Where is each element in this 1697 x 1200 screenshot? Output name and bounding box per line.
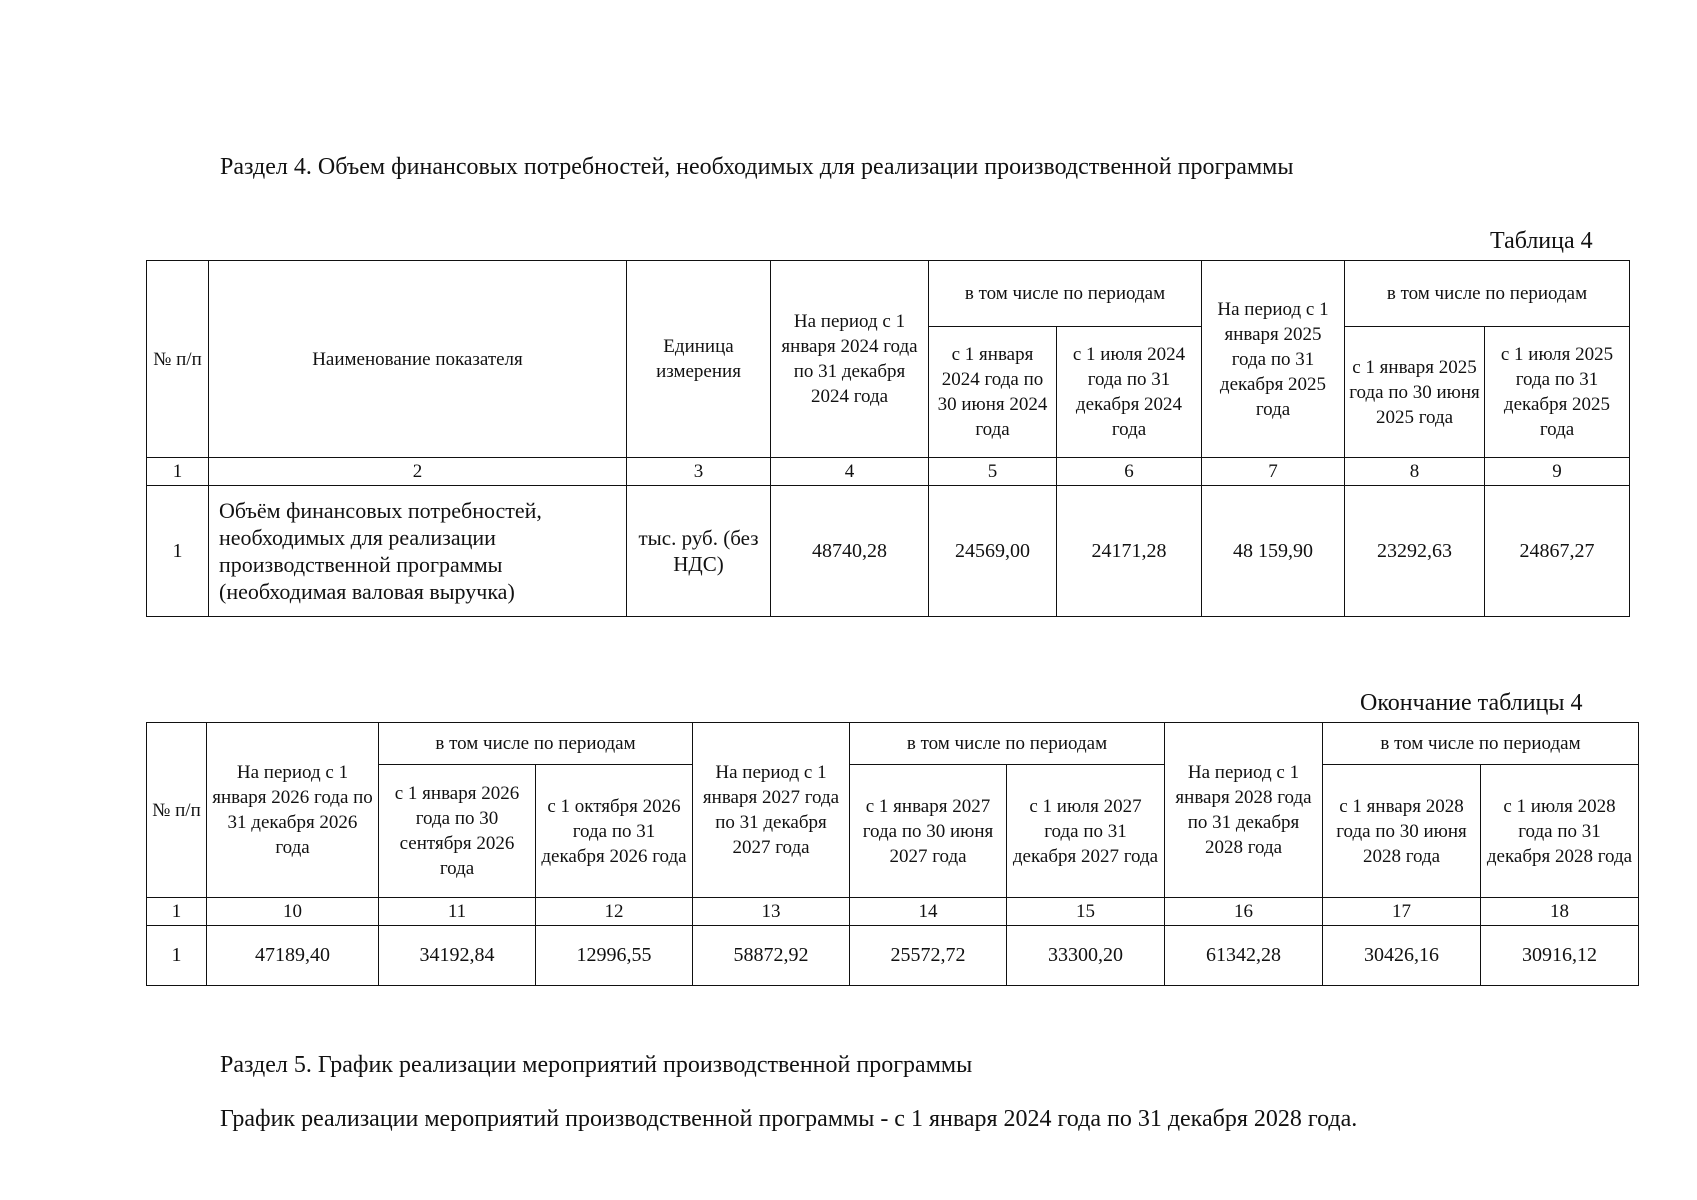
section-5-text: График реализации мероприятий производственной программы - с 1 января 2024 года по 31 декабря 2028 года. [220, 1106, 1358, 1132]
col-number: 13 [693, 898, 850, 926]
header-period-2027: На период с 1 января 2027 года по 31 декабря 2027 года [693, 723, 850, 898]
financial-needs-table-continued [146, 722, 1639, 986]
value-cell: 34192,84 [379, 926, 536, 986]
col-number: 11 [379, 898, 536, 926]
section-4-title: Раздел 4. Объем финансовых потребностей, необходимых для реализации производственной программы [220, 154, 1294, 180]
col-number: 18 [1481, 898, 1639, 926]
value-cell: 47189,40 [207, 926, 379, 986]
value-cell: 25572,72 [850, 926, 1007, 986]
row-number: 1 [147, 926, 207, 986]
col-number: 8 [1345, 458, 1485, 486]
header-2025-h1: с 1 января 2025 года по 30 июня 2025 года [1345, 327, 1485, 458]
header-indicator-name: Наименование показателя [209, 261, 627, 458]
col-number: 1 [147, 898, 207, 926]
header-num: № п/п [147, 723, 207, 898]
header-incl-2024: в том числе по периодам [929, 261, 1202, 327]
header-period-2024: На период с 1 января 2024 года по 31 декабря 2024 года [771, 261, 929, 458]
header-num: № п/п [147, 261, 209, 458]
col-number: 1 [147, 458, 209, 486]
header-incl-2027: в том числе по периодам [850, 723, 1165, 765]
indicator-name: Объём финансовых потребностей, необходимых для реализации производственной программы (необходимая валовая выручка) [209, 486, 627, 617]
header-incl-2025: в том числе по периодам [1345, 261, 1630, 327]
col-number: 12 [536, 898, 693, 926]
header-2027-h2: с 1 июля 2027 года по 31 декабря 2027 года [1007, 765, 1165, 898]
table-row [147, 486, 1630, 617]
col-number: 10 [207, 898, 379, 926]
header-2028-h2: с 1 июля 2028 года по 31 декабря 2028 года [1481, 765, 1639, 898]
header-period-2026: На период с 1 января 2026 года по 31 декабря 2026 года [207, 723, 379, 898]
col-number: 14 [850, 898, 1007, 926]
value-cell: 30916,12 [1481, 926, 1639, 986]
table-4-caption: Таблица 4 [1490, 228, 1593, 254]
header-period-2025: На период с 1 января 2025 года по 31 декабря 2025 года [1202, 261, 1345, 458]
col-number: 3 [627, 458, 771, 486]
value-cell: 24569,00 [929, 486, 1057, 617]
col-number: 17 [1323, 898, 1481, 926]
col-number: 5 [929, 458, 1057, 486]
header-2028-h1: с 1 января 2028 года по 30 июня 2028 года [1323, 765, 1481, 898]
col-number: 7 [1202, 458, 1345, 486]
header-2024-h2: с 1 июля 2024 года по 31 декабря 2024 года [1057, 327, 1202, 458]
col-number: 9 [1485, 458, 1630, 486]
header-period-2028: На период с 1 января 2028 года по 31 декабря 2028 года [1165, 723, 1323, 898]
header-2027-h1: с 1 января 2027 года по 30 июня 2027 года [850, 765, 1007, 898]
value-cell: 33300,20 [1007, 926, 1165, 986]
table-row [147, 926, 1639, 986]
value-cell: 23292,63 [1345, 486, 1485, 617]
header-incl-2028: в том числе по периодам [1323, 723, 1639, 765]
header-unit: Единица измерения [627, 261, 771, 458]
header-2025-h2: с 1 июля 2025 года по 31 декабря 2025 года [1485, 327, 1630, 458]
value-cell: 12996,55 [536, 926, 693, 986]
financial-needs-table [146, 260, 1630, 617]
section-5-title: Раздел 5. График реализации мероприятий производственной программы [220, 1052, 973, 1078]
col-number: 15 [1007, 898, 1165, 926]
header-2026-b: с 1 октября 2026 года по 31 декабря 2026 года [536, 765, 693, 898]
unit-cell: тыс. руб. (без НДС) [627, 486, 771, 617]
header-2026-a: с 1 января 2026 года по 30 сентября 2026 года [379, 765, 536, 898]
table-4-end-caption: Окончание таблицы 4 [1360, 690, 1583, 716]
col-number: 6 [1057, 458, 1202, 486]
header-2024-h1: с 1 января 2024 года по 30 июня 2024 года [929, 327, 1057, 458]
value-cell: 48740,28 [771, 486, 929, 617]
value-cell: 48 159,90 [1202, 486, 1345, 617]
value-cell: 61342,28 [1165, 926, 1323, 986]
col-number: 4 [771, 458, 929, 486]
value-cell: 30426,16 [1323, 926, 1481, 986]
value-cell: 24867,27 [1485, 486, 1630, 617]
row-number: 1 [147, 486, 209, 617]
header-incl-2026: в том числе по периодам [379, 723, 693, 765]
value-cell: 24171,28 [1057, 486, 1202, 617]
col-number: 16 [1165, 898, 1323, 926]
col-number: 2 [209, 458, 627, 486]
value-cell: 58872,92 [693, 926, 850, 986]
